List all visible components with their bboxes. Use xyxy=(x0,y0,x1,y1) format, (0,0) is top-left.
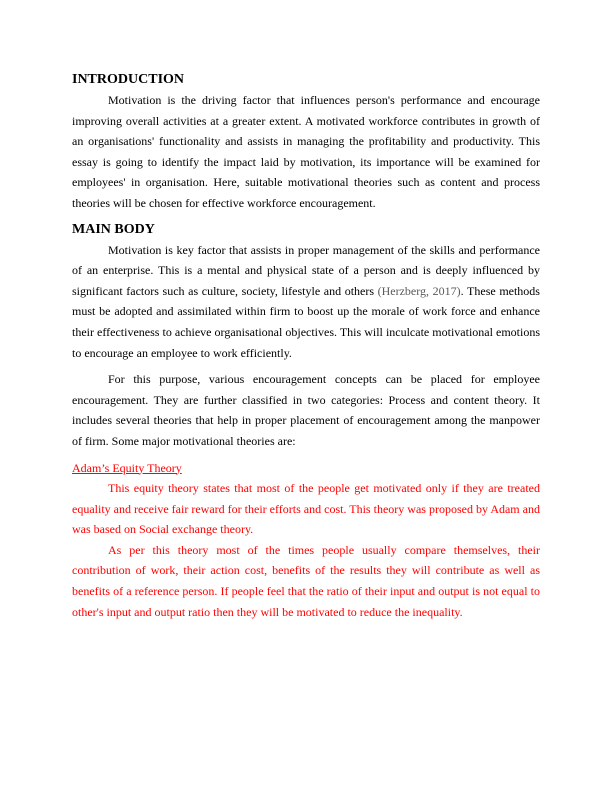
citation-herzberg: (Herzberg, 2017) xyxy=(377,283,461,298)
introduction-heading: INTRODUCTION xyxy=(72,72,185,87)
main-body-paragraph-1-text-b: . These methods must be adopted and assimilated within firm to boost up the morale of work force and enhance their effectiveness to achieve organisational objectives. This will inculcate motivational emotions to encourage an employee to work efficiently. xyxy=(72,283,540,360)
equity-theory-subheading: Adam’s Equity Theory xyxy=(72,460,182,475)
equity-theory-paragraph-1: This equity theory states that most of the people get motivated only if they are treated equality and receive fair reward for their efforts and cost. This theory was proposed by Adam and was based on Social exchange theory. xyxy=(72,481,540,537)
equity-theory-paragraph-2: As per this theory most of the times people usually compare themselves, their contribution of work, their action cost, benefits of the results they will contribute as well as benefits of a reference person. If people feel that the ratio of their input and output is not equal to other's input and output ratio then they will be motivated to reduce the inequality. xyxy=(72,542,540,619)
document-page xyxy=(72,70,540,622)
main-body-paragraph-1-text-a: Motivation is key factor that assists in proper management of the skills and performance of an enterprise. This is a mental and physical state of a person and is deeply influenced by significant factors such as culture, society, lifestyle and others xyxy=(72,242,540,298)
main-body-paragraph-2: For this purpose, various encouragement concepts can be placed for employee encouragement. They are further classified in two categories: Process and content theory. It includes several theories that help in proper placement of encouragement among the manpower of firm. Some major motivational theories are: xyxy=(72,372,540,448)
introduction-paragraph: Motivation is the driving factor that influences person's performance and encourage improving overall activities at a greater extent. A motivated workforce contributes in growth of an organisations' functionality and assists in managing the profitability and productivity. This essay is going to identify the impact laid by motivation, its importance will be examined for employees' in organisation. Here, suitable motivational theories such as content and process theories will be chosen for effective workforce encouragement. xyxy=(72,93,540,210)
main-body-paragraph-1 xyxy=(72,240,540,364)
main-body-heading: MAIN BODY xyxy=(72,221,155,237)
